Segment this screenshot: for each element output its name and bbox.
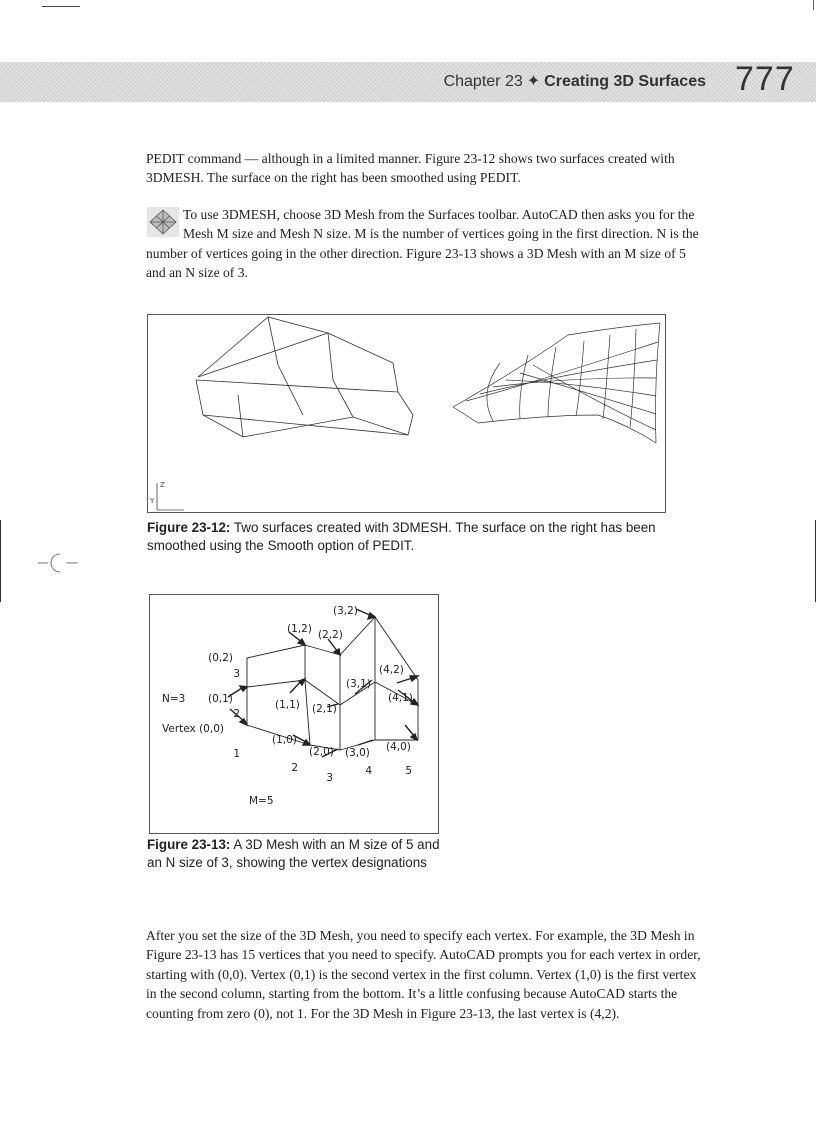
figure-label: Figure 23-13:	[147, 837, 231, 852]
row-1-label: 1	[233, 748, 240, 760]
registration-mark-icon	[38, 548, 78, 578]
crop-mark	[42, 6, 80, 7]
vertex-2-1-label: (2,1)	[312, 703, 337, 715]
vertex-2-2-label: (2,2)	[318, 629, 343, 641]
figure-caption	[147, 519, 667, 555]
row-3-label: 3	[233, 668, 240, 680]
column-5-label: 5	[405, 765, 412, 777]
vertex-1-1-label: (1,1)	[275, 699, 300, 711]
right-smoothed-mesh-surface	[453, 323, 660, 443]
figure-23-13	[149, 594, 439, 834]
figure-caption	[147, 836, 447, 872]
m-size-label: M=5	[249, 795, 274, 807]
page-number: 777	[735, 60, 795, 98]
column-3-label: 3	[326, 772, 333, 784]
vertex-1-2-label: (1,2)	[287, 623, 312, 635]
figure-label: Figure 23-12:	[147, 520, 231, 535]
ucs-z-label: Z	[160, 481, 165, 489]
vertex-0-0-label: Vertex (0,0)	[162, 723, 224, 735]
caption-text: A 3D Mesh with an M size of 5 and an N size of 3, showing the vertex designations	[147, 837, 440, 870]
paragraph-text: To use 3DMESH, choose 3D Mesh from the Surfaces toolbar. AutoCAD then asks you for the Mesh M size and Mesh N size. M is the number of vertices going in the first direction. N is the number of vertices going in the other direction. Figure 23-13 shows a 3D Mesh with an M size of 5 and an N size of 3.	[146, 207, 699, 281]
crop-mark	[813, 0, 814, 10]
chapter-number: Chapter 23	[443, 73, 523, 90]
chapter-title: Creating 3D Surfaces	[544, 73, 706, 90]
vertex-4-1-label: (4,1)	[388, 692, 413, 704]
margin-rule	[0, 520, 1, 602]
ucs-y-label: Y	[150, 497, 155, 505]
left-mesh-surface	[196, 317, 413, 437]
vertex-4-0-label: (4,0)	[386, 741, 411, 753]
figure-23-12	[147, 314, 666, 513]
diamond-separator-icon: ✦	[526, 73, 541, 90]
tip-paragraph	[146, 205, 706, 283]
column-2-label: 2	[291, 762, 298, 774]
vertex-3-0-label: (3,0)	[345, 747, 370, 759]
vertex-4-2-label: (4,2)	[379, 664, 404, 676]
vertex-3-1-label: (3,1)	[346, 678, 371, 690]
vertex-0-1-label: (0,1)	[208, 693, 233, 705]
running-header	[444, 71, 706, 91]
row-2-label: 2	[233, 708, 240, 720]
caption-text: Two surfaces created with 3DMESH. The surface on the right has been smoothed using the Smooth option of PEDIT.	[147, 520, 656, 553]
vertex-2-0-label: (2,0)	[309, 746, 334, 758]
figure-23-12-drawing	[148, 315, 665, 512]
vertex-1-0-label: (1,0)	[272, 734, 297, 746]
column-4-label: 4	[365, 765, 372, 777]
figure-23-13-drawing	[150, 595, 438, 833]
vertex-3-2-label: (3,2)	[333, 605, 358, 617]
paragraph: PEDIT command — although in a limited manner. Figure 23-12 shows two surfaces created with 3DMESH. The surface on the right has been smoothed using PEDIT.	[146, 151, 675, 186]
3d-mesh-toolbar-icon	[146, 206, 180, 238]
n-size-label: N=3	[162, 693, 186, 705]
paragraph: After you set the size of the 3D Mesh, you need to specify each vertex. For example, the 3D Mesh in Figure 23-13 has 15 vertices that you need to specify. AutoCAD prompts you for each vertex in order, starting with (0,0). Vertex (0,1) is the second vertex in the first column. Vertex (1,0) is the first vertex in the second column, starting from the bottom. It’s a little confusing because AutoCAD starts the counting from zero (0), not 1. For the 3D Mesh in Figure 23-13, the last vertex is (4,2).	[146, 928, 701, 1021]
vertex-0-2-label: (0,2)	[208, 652, 233, 664]
